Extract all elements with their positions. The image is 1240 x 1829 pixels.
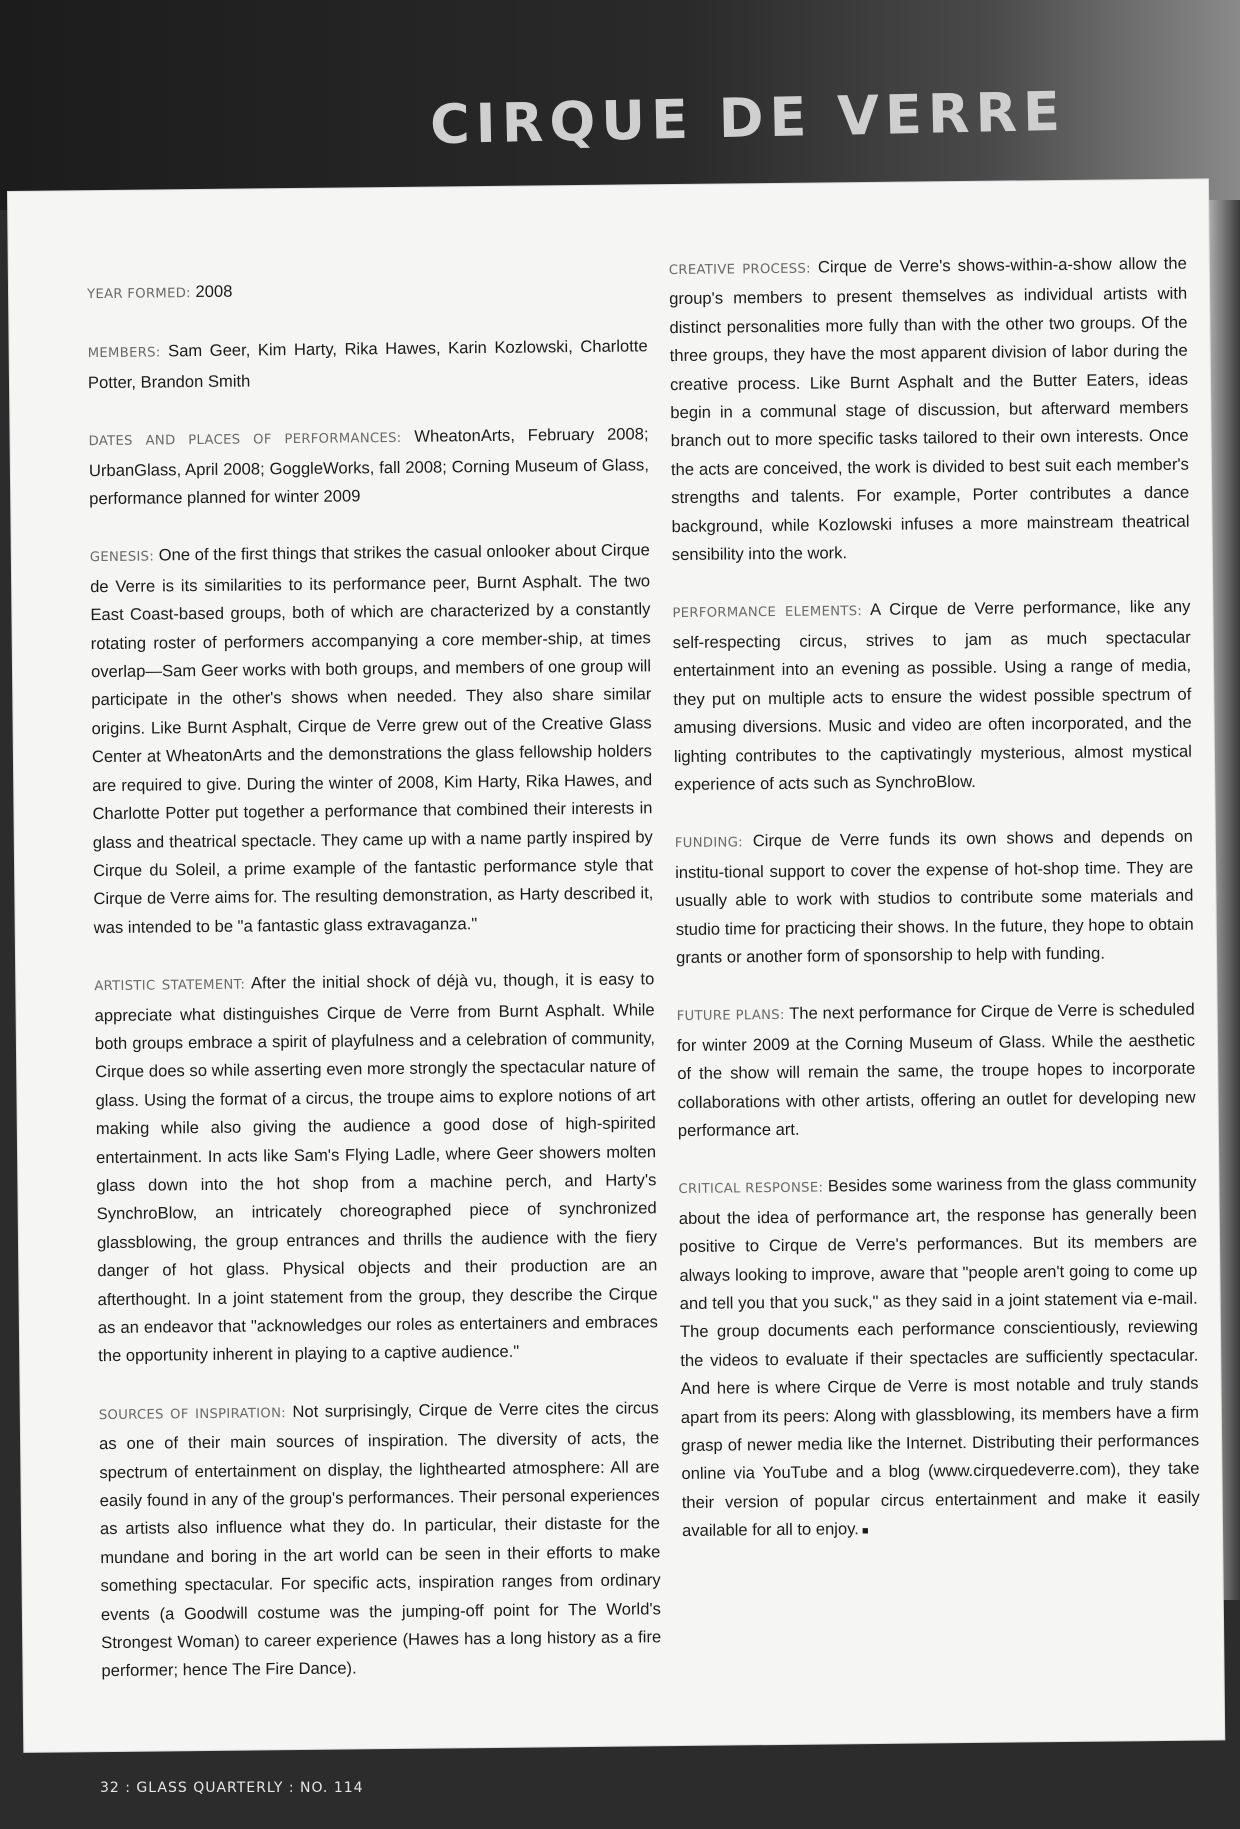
- section-text: Cirque de Verre funds its own shows and depends on institu-tional support to cover the expense of hot-shop time. They are usually able to work with studios to contribute some materials and studio time for practicing their shows. In the future, they hope to obtain grants or another form of sponsorship to help with funding.: [675, 826, 1194, 967]
- sources-of-inspiration-section: [99, 1394, 662, 1686]
- performance-elements-section: [672, 593, 1192, 799]
- funding-section: [675, 823, 1194, 972]
- critical-response-section: [678, 1169, 1200, 1548]
- section-text: Sam Geer, Kim Harty, Rika Hawes, Karin Kozlowski, Charlotte Potter, Brandon Smith: [87, 336, 648, 392]
- year-formed-section: [87, 273, 647, 309]
- section-label: CREATIVE PROCESS:: [668, 261, 811, 279]
- section-label: SOURCES OF INSPIRATION:: [98, 1405, 287, 1423]
- creative-process-section: [669, 250, 1190, 570]
- future-plans-section: [677, 996, 1196, 1145]
- dates-places-section: [88, 421, 649, 514]
- section-text: One of the first things that strikes the casual onlooker about Cirque de Verre is its similarities to its performance peer, Burnt Asphalt. The two East Coast-based groups, both of which are characterized by a constantly rotating roster of performers accompanying a core member-ship, at times overlap—Sam Geer works with both groups, and members of one group will participate in the other's shows when needed. They also share similar origins. Like Burnt Asphalt, Cirque de Verre grew out of the Creative Glass Center at WheatonArts and the demonstrations the glass fellowship holders are required to give. During the winter of 2008, Kim Harty, Rika Hawes, and Charlotte Potter put together a performance that combined their interests in glass and theatrical spectacle. They came up with a name partly inspired by Cirque du Soleil, a prime example of the fantastic performance style that Cirque de Verre aims for. The resulting demonstration, as Harty described it, was intended to be "a fantastic glass extravaganza.": [90, 540, 654, 937]
- genesis-section: [90, 537, 654, 943]
- page-footer: 32 : GLASS QUARTERLY : NO. 114: [100, 1780, 364, 1796]
- section-label: FUTURE PLANS:: [676, 1008, 785, 1025]
- artistic-statement-section: [94, 965, 658, 1371]
- section-label: MEMBERS:: [87, 345, 161, 362]
- section-label: ARTISTIC STATEMENT:: [94, 977, 246, 995]
- section-text: 2008: [190, 281, 233, 302]
- right-column: [669, 250, 1201, 1577]
- section-text: Cirque de Verre's shows-within-a-show allow the group's members to present themselves as individual artists with distinct personalities more fully than with the other two groups. Of the three groups, they have the most apparent division of labor during the creative process. Like Burnt Asphalt and the Butter Eaters, ideas begin in a communal stage of discussion, but afterward members branch out to more specific tasks tailored to their own interests. Once the acts are conceived, the work is divided to best suit each member's strengths and talents. For example, Porter contributes a dance background, while Kozlowski infuses a more mainstream theatrical sensibility into the work.: [669, 253, 1190, 565]
- section-label: FUNDING:: [674, 835, 744, 852]
- section-text: WheatonArts, February 2008; UrbanGlass, April 2008; GoggleWorks, fall 2008; Corning Museum of Glass, performance planned for winter 2009: [88, 424, 649, 509]
- magazine-page: [8, 179, 1224, 1751]
- section-text: Besides some wariness from the glass community about the idea of performance art, the response has generally been positive to Cirque de Verre's performances. But its members are always looking to improve, aware that "people aren't going to come up and tell you that you suck," as they said in a joint statement via e-mail. The group documents each performance conscientiously, reviewing the videos to evaluate if their spectacles are sufficiently spectacular. And here is where Cirque de Verre is most notable and truly stands apart from its peers: Along with glassblowing, its members have a firm grasp of newer media like the Internet. Distributing their performances online via YouTube and a blog (www.cirquedeverre.com), they take their version of popular circus entertainment and make it easily available for all to enjoy.: [678, 1172, 1200, 1541]
- section-label: PERFORMANCE ELEMENTS:: [672, 604, 863, 622]
- section-text: Not surprisingly, Cirque de Verre cites the circus as one of their main sources of inspiration. The diversity of acts, the spectrum of entertainment on display, the lighthearted atmosphere: All are easily found in any of the group's performances. Their personal experiences as artists also influence what they do. In particular, their distaste for the mundane and boring in the art world can be seen in their efforts to make something spectacular. For specific acts, inspiration ranges from ordinary events (a Goodwill costume was the jumping-off point for The World's Strongest Woman) to career experience (Hawes has a long history as a fire performer; hence The Fire Dance).: [99, 1398, 662, 1681]
- section-label: YEAR FORMED:: [87, 286, 191, 303]
- section-text: A Cirque de Verre performance, like any self-respecting circus, strives to jam as much spectacular entertainment into an evening as possible. Using a range of media, they put on multiple acts to ensure the widest possible spectrum of amusing diversions. Music and video are often incorporated, and the lighting contributes to the captivatingly mysterious, almost mystical experience of acts such as SynchroBlow.: [672, 597, 1193, 794]
- section-label: GENESIS:: [89, 549, 155, 566]
- left-column: [87, 273, 662, 1715]
- members-section: [88, 333, 649, 398]
- section-text: The next performance for Cirque de Verre is scheduled for winter 2009 at the Corning Museum of Glass. While the aesthetic of the show will remain the same, the troupe hopes to incorporate collaborations with other artists, offering an outlet for developing new performance art.: [676, 999, 1196, 1141]
- section-label: DATES AND PLACES OF PERFORMANCES:: [88, 431, 402, 450]
- end-mark-icon: ■: [858, 1525, 869, 1538]
- page-title: CIRQUE DE VERRE: [429, 79, 1067, 157]
- section-text: After the initial shock of déjà vu, though, it is easy to appreciate what distinguishes Cirque de Verre from Burnt Asphalt. While both groups embrace a spirit of playfulness and a celebration of community, Cirque does so while asserting even more strongly the spectacular nature of glass. Using the format of a circus, the troupe aims to explore notions of art making while also giving the audience a good dose of high-spirited entertainment. In acts like Sam's Flying Ladle, where Geer showers molten glass down into the hot shop from a machine perch, and Harty's SynchroBlow, an intricately choreographed piece of synchronized glassblowing, the group entrances and thrills the audience with the fiery danger of hot glass. Physical objects and their production are an afterthought. In a joint statement from the group, they describe the Cirque as an endeavor that "acknowledges our roles as entertainers and embraces the opportunity inherent in playing to a captive audience.": [94, 969, 658, 1366]
- section-label: CRITICAL RESPONSE:: [678, 1180, 824, 1198]
